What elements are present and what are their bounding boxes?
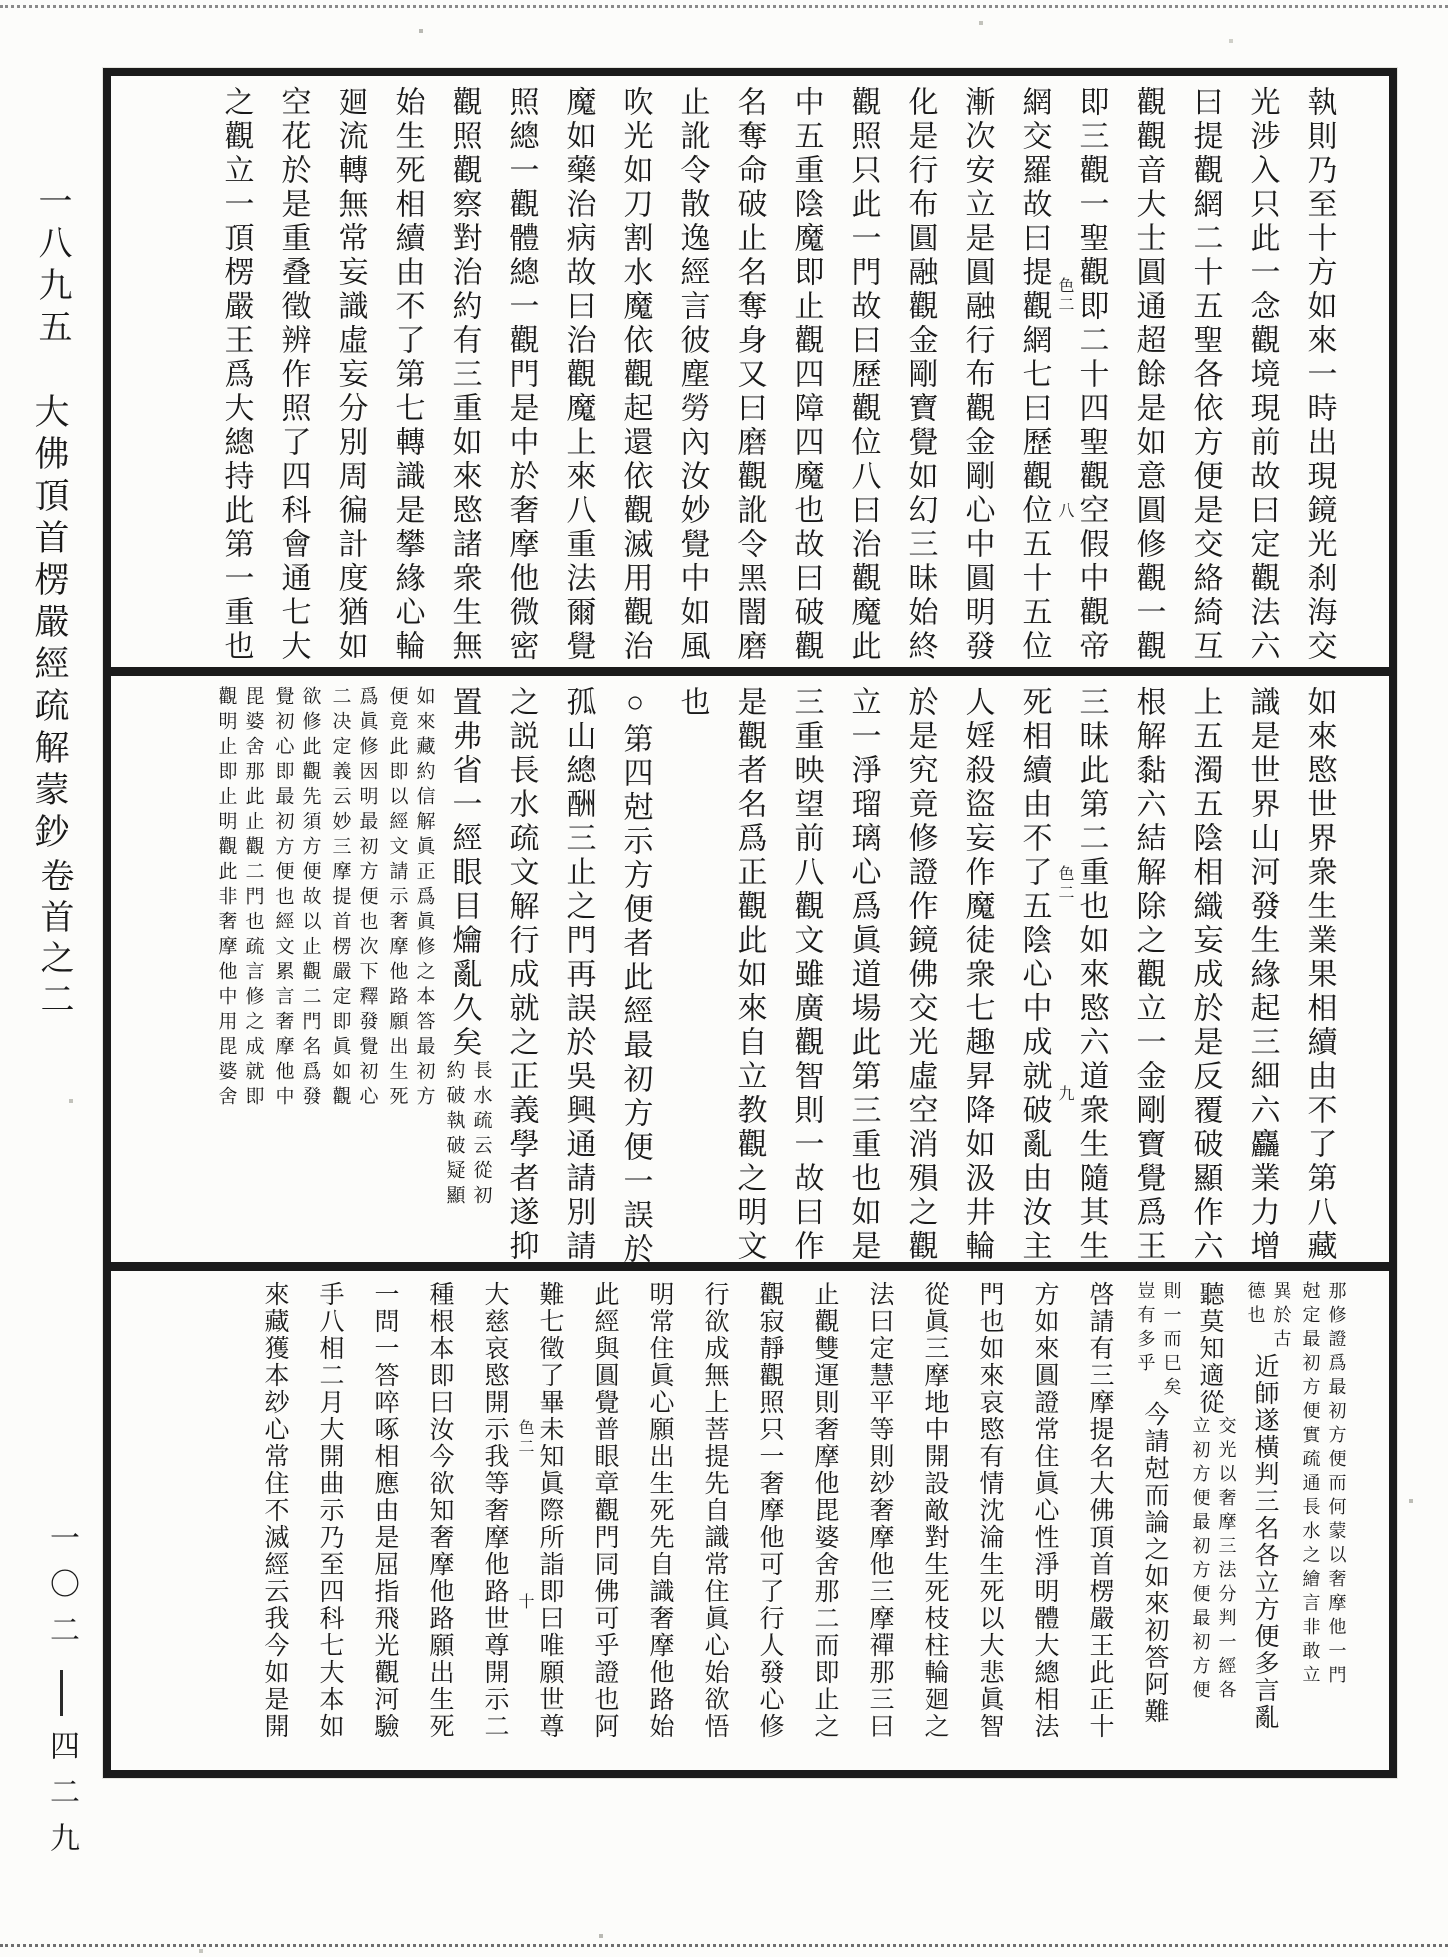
column-text: 執則乃至十方如來一時出現鏡光刹海交 xyxy=(1302,86,1336,664)
text-column xyxy=(891,86,948,664)
text-column xyxy=(412,1281,467,1740)
scan-speckles xyxy=(0,0,2,2)
column-text: 空花於是重叠徵辨作照了四科會通七大 xyxy=(276,86,310,664)
column-text: 種根本即曰汝今欲知奢摩他路願出生死 xyxy=(426,1281,453,1740)
note-subcolumn: 觀明止即止明觀此非奢摩他中用毘婆舍 xyxy=(215,686,237,1111)
column-text: 今請尅而論之如來初答阿難 xyxy=(1141,1401,1168,1725)
note-subcolumn: 異於古 xyxy=(1271,1281,1292,1353)
folio-volume: 一〇二 xyxy=(45,1522,78,1660)
interlinear-note xyxy=(209,686,263,1111)
folio-dash xyxy=(60,1670,63,1716)
section-marker: 九 xyxy=(1056,1084,1073,1104)
interlinear-note xyxy=(380,686,434,1111)
interlinear-note xyxy=(1129,1281,1181,1401)
column-text: 曰提觀網二十五聖各依方便是交絡綺互 xyxy=(1188,86,1222,664)
column-text: 網交羅故曰提觀網七曰歷觀位五十五位 xyxy=(1017,86,1051,664)
column-text: 識是世界山河發生緣起三細六麤業力增 xyxy=(1245,686,1279,1264)
column-text: 化是行布圓融觀金剛寶覺如幻三昧始終 xyxy=(903,86,937,664)
column-text: 光涉入只此一念觀境現前故曰定觀法六 xyxy=(1245,86,1279,664)
text-column xyxy=(1119,686,1176,1264)
text-column xyxy=(891,686,948,1264)
section-marker: 色二 xyxy=(1056,276,1073,315)
text-column xyxy=(264,86,321,664)
column-text: 明常住眞心願出生死先自識奢摩他路始 xyxy=(646,1281,673,1740)
text-block-top xyxy=(111,76,1389,676)
note-subcolumn: 欲修此觀先須方便故以止觀二門名爲發 xyxy=(299,686,321,1111)
text-column xyxy=(1005,86,1062,664)
interlinear-note xyxy=(323,686,377,1111)
column-text: 止觀雙運則奢摩他毘婆舍那二而即止之 xyxy=(811,1281,838,1740)
margin-catalog-number: 一八九五 xyxy=(33,183,70,351)
column-text: 三昧此第二重也如來愍六道衆生隨其生 xyxy=(1074,686,1108,1264)
text-column xyxy=(492,86,549,664)
column-text: 廻流轉無常妄識虛妄分別周徧計度猶如 xyxy=(333,86,367,664)
column-text: 聽莫知適從 xyxy=(1196,1281,1223,1416)
note-subcolumn: 毘婆舍那此止觀二門也疏言修之成就即 xyxy=(242,686,264,1111)
text-column xyxy=(852,1281,907,1740)
interlinear-note xyxy=(266,686,320,1111)
bottom-dotted-rule xyxy=(0,1944,1448,1947)
text-column xyxy=(777,86,834,664)
column-text: 漸次安立是圓融行布觀金剛心中圓明發 xyxy=(960,86,994,664)
text-column xyxy=(1127,1281,1182,1725)
section-marker: 十 xyxy=(516,1593,533,1613)
text-column xyxy=(577,1281,632,1740)
text-column xyxy=(606,686,663,1267)
text-column xyxy=(797,1281,852,1740)
text-column xyxy=(1292,1281,1347,1689)
column-text: 之説長水疏文解行成就之正義學者遂抑 xyxy=(504,686,538,1264)
folio-page: 四二九 xyxy=(45,1730,78,1868)
column-text: 孤山總酬三止之門再誤於吳興通請別請 xyxy=(561,686,595,1264)
text-column xyxy=(663,686,720,720)
column-text: 觀照觀察對治約有三重如來愍諸衆生無 xyxy=(447,86,481,664)
text-column xyxy=(207,86,264,664)
column-text: 行欲成無上菩提先自識常住眞心始欲悟 xyxy=(701,1281,728,1740)
column-text: 名奪命破止名奪身又曰磨觀訛令黑闇磨 xyxy=(732,86,766,664)
text-column xyxy=(1056,86,1119,664)
text-column xyxy=(435,86,492,664)
text-column xyxy=(632,1281,687,1740)
column-text: 始生死相續由不了第七轉識是攀緣心輪 xyxy=(390,86,424,664)
column-text: 於是究竟修證作鏡佛交光虛空消殞之觀 xyxy=(903,686,937,1264)
interlinear-note xyxy=(437,1060,491,1210)
text-column xyxy=(720,86,777,664)
text-column xyxy=(1005,686,1062,1264)
note-subcolumn: 二决定義云妙三摩提首楞嚴定即眞如觀 xyxy=(329,686,351,1111)
column-text: 近師遂橫判三名各立方便多言亂 xyxy=(1251,1353,1278,1731)
text-block-middle xyxy=(111,676,1389,1271)
column-text: 方如來圓證常住眞心性淨明體大總相法 xyxy=(1031,1281,1058,1740)
page-frame xyxy=(103,68,1397,1778)
text-column xyxy=(720,686,777,1264)
text-column xyxy=(962,1281,1017,1740)
column-text: 如來愍世界衆生業果相續由不了第八藏 xyxy=(1302,686,1336,1264)
text-column xyxy=(907,1281,962,1740)
column-text: 三重映望前八觀文雖廣觀智則一故曰作 xyxy=(789,686,823,1264)
section-marker: 八 xyxy=(1056,502,1073,522)
text-column xyxy=(1176,686,1233,1264)
text-column xyxy=(1176,86,1233,664)
column-text: 即三觀一聖觀即二十四聖觀空假中觀帝 xyxy=(1074,86,1108,664)
text-column xyxy=(321,86,378,664)
section-marker: 色二 xyxy=(516,1418,533,1457)
text-column xyxy=(777,686,834,1264)
text-column xyxy=(1233,686,1290,1264)
column-text: 也 xyxy=(675,686,709,720)
column-text: 人婬殺盜妄作魔徒衆七趣昇降如汲井輪 xyxy=(960,686,994,1264)
column-text: 難七徵了畢未知眞際所詣即曰唯願世尊 xyxy=(536,1281,563,1740)
note-subcolumn: 尅定最初方便實疏通長水之繪言非敢立 xyxy=(1300,1281,1321,1689)
column-text: 門也如來哀愍有情沈淪生死以大悲眞智 xyxy=(976,1281,1003,1740)
text-column xyxy=(1119,86,1176,664)
column-text: 觀寂靜觀照只一奢摩他可了行人發心修 xyxy=(756,1281,783,1740)
column-text: 立一淨瑠璃心爲眞道場此第三重也如是 xyxy=(846,686,880,1264)
column-text: 觀觀音大士圓通超餘是如意圓修觀一觀 xyxy=(1131,86,1165,664)
text-column xyxy=(321,686,378,1111)
note-subcolumn: 豈有多乎 xyxy=(1135,1281,1156,1377)
column-text: 置弗省一經眼目爚亂久矣 xyxy=(447,686,481,1060)
text-column xyxy=(606,86,663,664)
text-column xyxy=(663,86,720,664)
text-column xyxy=(742,1281,797,1740)
column-text: ○第四尅示方便者此經最初方便一誤於 xyxy=(618,686,652,1267)
interlinear-note xyxy=(1239,1281,1291,1353)
column-text: 根解黏六結解除之觀立一金剛寶覺爲王 xyxy=(1131,686,1165,1264)
note-subcolumn: 交光以奢摩三法分判一經各 xyxy=(1216,1416,1237,1704)
column-text: 魔如藥治病故曰治觀魔上來八重法爾覺 xyxy=(561,86,595,664)
section-marker: 色二 xyxy=(1056,865,1073,904)
text-column xyxy=(492,686,549,1264)
interlinear-note xyxy=(1184,1416,1236,1704)
text-column xyxy=(207,686,264,1111)
interlinear-note xyxy=(1294,1281,1346,1689)
column-text: 啓請有三摩提名大佛頂首楞嚴王此正十 xyxy=(1086,1281,1113,1740)
note-subcolumn: 覺初心即最初方便也經文累言奢摩他中 xyxy=(272,686,294,1111)
text-column xyxy=(834,86,891,664)
text-column xyxy=(948,686,1005,1264)
text-column xyxy=(247,1281,302,1740)
text-column xyxy=(467,1281,522,1740)
column-text: 是觀者名爲正觀此如來自立教觀之明文 xyxy=(732,686,766,1264)
column-text: 法曰定慧平等則玅奢摩他三摩禪那三曰 xyxy=(866,1281,893,1740)
text-column xyxy=(378,686,435,1111)
text-column xyxy=(1290,686,1347,1264)
text-column xyxy=(1290,86,1347,664)
text-column xyxy=(834,686,891,1264)
column-text: 從眞三摩地中開設敵對生死枝柱輪廻之 xyxy=(921,1281,948,1740)
margin-fascicle-label: 卷首之二 xyxy=(35,858,72,1022)
note-subcolumn: 則一而巳矣 xyxy=(1161,1281,1182,1401)
note-subcolumn: 便竟此即以經文請示奢摩他路願出生死 xyxy=(386,686,408,1111)
text-column xyxy=(435,686,492,1210)
note-subcolumn: 爲眞修因明最初方便也次下釋發覺初心 xyxy=(356,686,378,1111)
column-text: 上五濁五陰相織妄成於是反覆破顯作六 xyxy=(1188,686,1222,1264)
text-column xyxy=(1237,1281,1292,1731)
top-dotted-rule xyxy=(0,5,1448,8)
text-column xyxy=(1233,86,1290,664)
note-subcolumn: 約破執破疑顯 xyxy=(443,1060,465,1210)
column-text: 吹光如刀割水魔依觀起還依觀滅用觀治 xyxy=(618,86,652,664)
text-column xyxy=(357,1281,412,1740)
column-text: 一問一答啐啄相應由是屈指飛光觀河驗 xyxy=(371,1281,398,1740)
text-block-bottom xyxy=(111,1271,1389,1752)
note-subcolumn: 德也 xyxy=(1245,1281,1266,1329)
column-text: 中五重陰魔即止觀四障四魔也故曰破觀 xyxy=(789,86,823,664)
column-text: 照總一觀體總一觀門是中於奢摩他微密 xyxy=(504,86,538,664)
text-column xyxy=(549,686,606,1264)
column-text: 止訛令散逸經言彼塵勞內汝妙覺中如風 xyxy=(675,86,709,664)
text-column xyxy=(687,1281,742,1740)
text-column xyxy=(516,1281,577,1740)
text-column xyxy=(302,1281,357,1740)
note-subcolumn: 立初方便最初方便最初方便 xyxy=(1190,1416,1211,1704)
column-text: 觀照只此一門故曰歷觀位八曰治觀魔此 xyxy=(846,86,880,664)
text-column xyxy=(1182,1281,1237,1704)
text-column xyxy=(1072,1281,1127,1740)
column-text: 此經與圓覺普眼章觀門同佛可乎證也阿 xyxy=(591,1281,618,1740)
column-text: 來藏獲本玅心常住不滅經云我今如是開 xyxy=(261,1281,288,1740)
column-text: 大慈哀愍開示我等奢摩他路世尊開示二 xyxy=(481,1281,508,1740)
margin-book-title: 大佛頂首楞嚴經疏解蒙鈔 xyxy=(30,393,69,855)
note-subcolumn: 長水疏云從初 xyxy=(470,1060,492,1210)
column-text: 手八相二月大開曲示乃至四科七大本如 xyxy=(316,1281,343,1740)
text-column xyxy=(1056,686,1119,1264)
text-column xyxy=(549,86,606,664)
folio-number xyxy=(40,1522,82,1868)
text-column xyxy=(1017,1281,1072,1740)
text-column xyxy=(948,86,1005,664)
text-column xyxy=(264,686,321,1111)
note-subcolumn: 那修證爲最初方便而何蒙以奢摩他一門 xyxy=(1326,1281,1347,1689)
note-subcolumn: 如來藏約信解眞正爲眞修之本答最初方 xyxy=(413,686,435,1111)
text-column xyxy=(378,86,435,664)
column-text: 死相續由不了五陰心中成就破亂由汝主 xyxy=(1017,686,1051,1264)
column-text: 之觀立一頂楞嚴王爲大總持此第一重也 xyxy=(219,86,253,664)
